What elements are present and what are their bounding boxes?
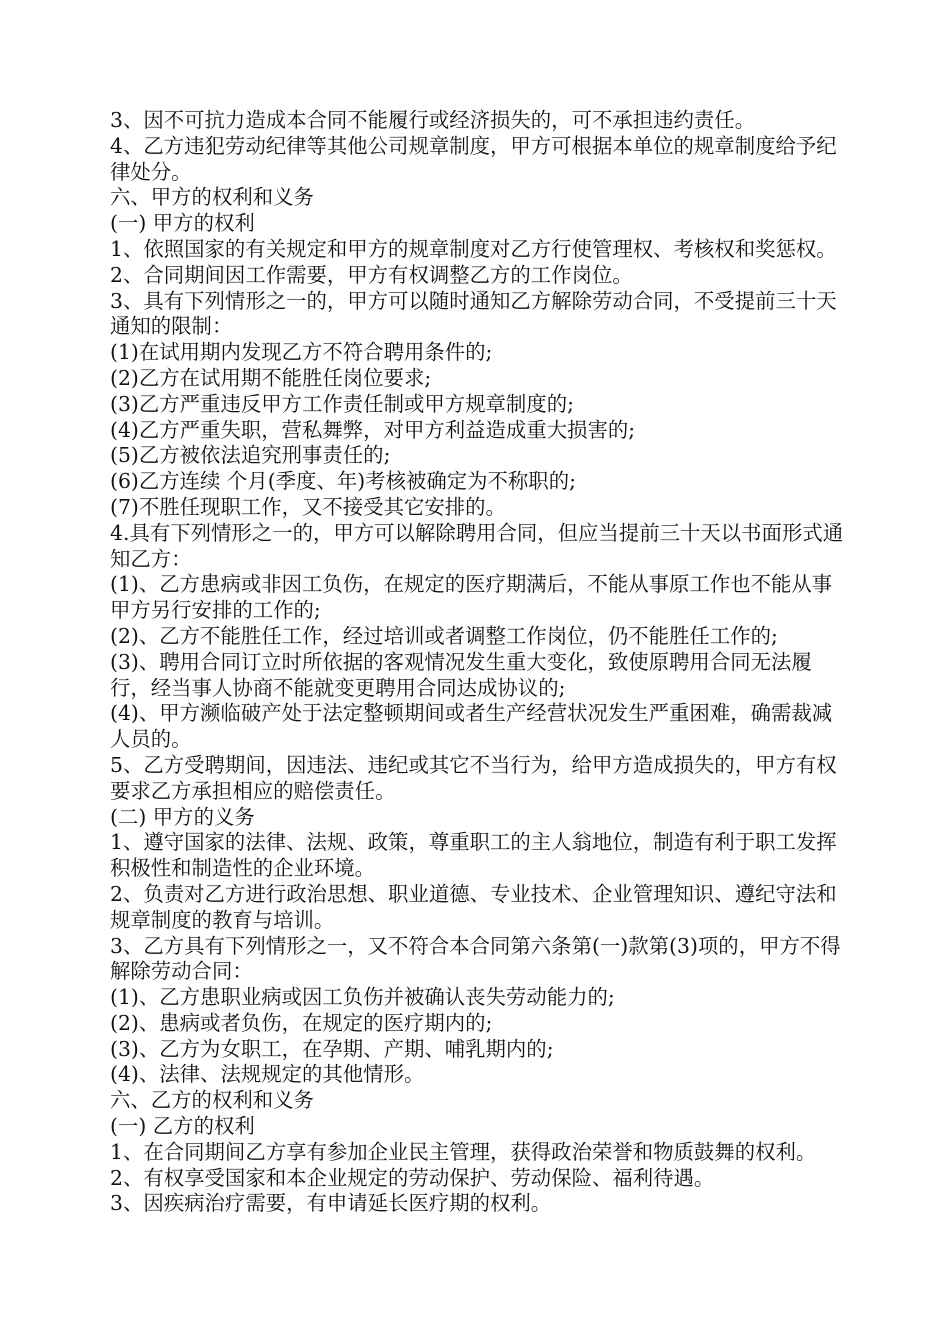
list-item-circumstance-change: (3)、聘用合同订立时所依据的客观情况发生重大变化，致使原聘用合同无法履行，经当事人协商不能就变更聘用合同达成协议的; <box>110 649 812 700</box>
paragraph-medical-extension: 3、因疾病治疗需要，有申请延长医疗期的权利。 <box>110 1191 552 1216</box>
list-item-unqualified-assessment: (6)乙方连续 个月(季度、年)考核被确定为不称职的; <box>110 469 576 494</box>
list-item-criminal-liability: (5)乙方被依法追究刑事责任的; <box>110 443 391 468</box>
paragraph-management-right: 1、依照国家的有关规定和甲方的规章制度对乙方行使管理权、考核权和奖惩权。 <box>110 236 837 261</box>
list-item-refuse-arrangement: (7)不胜任现职工作，又不接受其它安排的。 <box>110 494 506 519</box>
section-heading-party-b: 六、乙方的权利和义务 <box>110 1088 314 1113</box>
document-page <box>110 108 845 1217</box>
list-item-incompetent-after-training: (2)、乙方不能胜任工作，经过培训或者调整工作岗位，仍不能胜任工作的; <box>110 623 778 648</box>
list-item-serious-violation: (3)乙方严重违反甲方工作责任制或甲方规章制度的; <box>110 391 574 416</box>
paragraph-no-termination: 3、乙方具有下列情形之一，又不符合本合同第六条第(一)款第(3)项的，甲方不得解除劳动合同： <box>110 933 841 984</box>
paragraph-compensation: 5、乙方受聘期间，因违法、违纪或其它不当行为，给甲方造成损失的，甲方有权要求乙方承担相应的赔偿责任。 <box>110 752 837 803</box>
paragraph-notice-termination: 4.具有下列情形之一的，甲方可以解除聘用合同，但应当提前三十天以书面形式通知乙方： <box>110 520 844 571</box>
subsection-heading-party-b-rights: (一) 乙方的权利 <box>110 1114 255 1139</box>
list-item-probation-mismatch: (1)在试用期内发现乙方不符合聘用条件的; <box>110 340 493 365</box>
paragraph-training: 2、负责对乙方进行政治思想、职业道德、专业技术、企业管理知识、遵纪守法和规章制度的教育与培训。 <box>110 881 837 932</box>
list-item-dereliction: (4)乙方严重失职，营私舞弊，对甲方利益造成重大损害的; <box>110 417 636 442</box>
paragraph-force-majeure: 3、因不可抗力造成本合同不能履行或经济损失的，可不承担违约责任。 <box>110 108 756 132</box>
subsection-heading-party-a-rights: (一) 甲方的权利 <box>110 211 255 236</box>
list-item-occupational-disease: (1)、乙方患职业病或因工负伤并被确认丧失劳动能力的; <box>110 985 615 1010</box>
list-item-medical-period: (2)、患病或者负伤，在规定的医疗期内的; <box>110 1010 493 1035</box>
paragraph-labor-discipline: 4、乙方违犯劳动纪律等其他公司规章制度，甲方可根据本单位的规章制度给予纪律处分。 <box>110 133 837 184</box>
list-item-bankruptcy: (4)、甲方濒临破产处于法定整顿期间或者生产经营状况发生严重困难，确需裁减人员的。 <box>110 701 833 752</box>
paragraph-labor-protection: 2、有权享受国家和本企业规定的劳动保护、劳动保险、福利待遇。 <box>110 1165 715 1190</box>
list-item-illness-injury: (1)、乙方患病或非因工负伤，在规定的医疗期满后，不能从事原工作也不能从事甲方另行安排的工作的; <box>110 572 833 623</box>
paragraph-immediate-termination: 3、具有下列情形之一的，甲方可以随时通知乙方解除劳动合同，不受提前三十天通知的限制： <box>110 288 837 339</box>
section-heading-party-a: 六、甲方的权利和义务 <box>110 185 314 210</box>
list-item-other-legal: (4)、法律、法规规定的其他情形。 <box>110 1062 425 1087</box>
list-item-female-employee: (3)、乙方为女职工，在孕期、产期、哺乳期内的; <box>110 1036 554 1061</box>
subsection-heading-party-a-obligations: (二) 甲方的义务 <box>110 804 255 829</box>
list-item-probation-incompetent: (2)乙方在试用期不能胜任岗位要求; <box>110 365 432 390</box>
paragraph-democratic-management: 1、在合同期间乙方享有参加企业民主管理，获得政治荣誉和物质鼓舞的权利。 <box>110 1139 817 1164</box>
paragraph-adjust-position: 2、合同期间因工作需要，甲方有权调整乙方的工作岗位。 <box>110 262 633 287</box>
paragraph-comply-laws: 1、遵守国家的法律、法规、政策，尊重职工的主人翁地位，制造有利于职工发挥积极性和制造性的企业环境。 <box>110 830 837 881</box>
